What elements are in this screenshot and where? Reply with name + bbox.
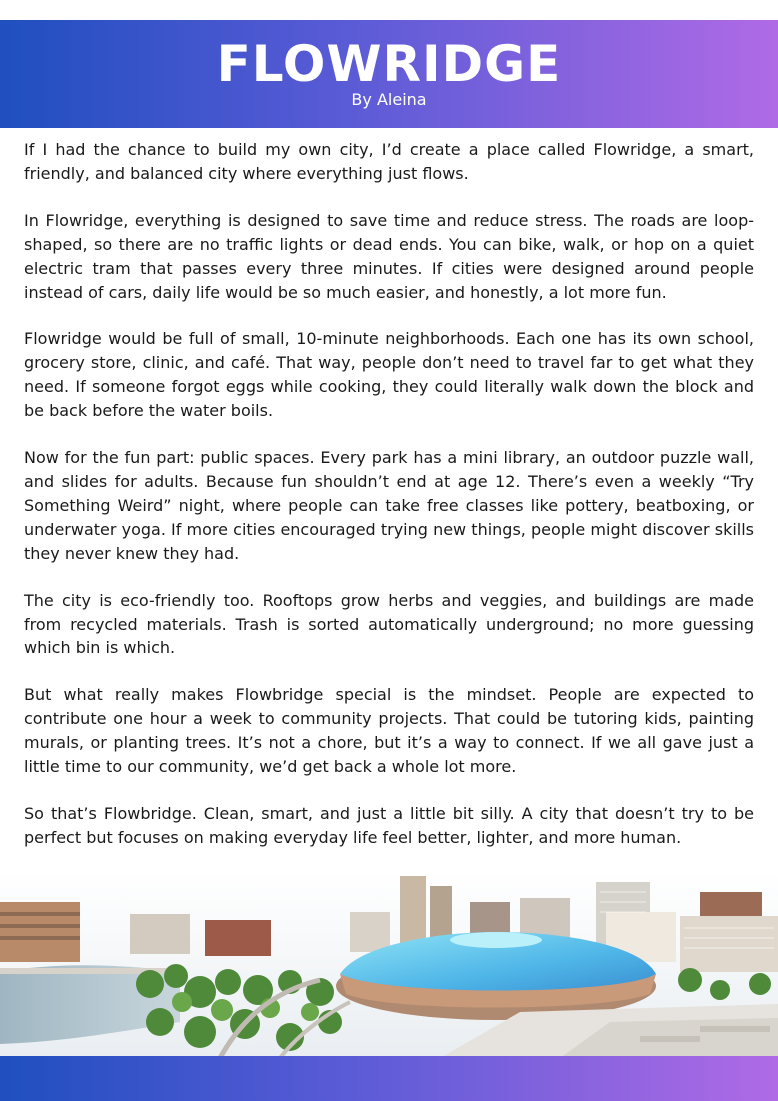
page-title: FLOWRIDGE [216,35,562,93]
city-skyline-illustration [0,872,778,1058]
paragraph-3: Flowridge would be full of small, 10-minute neighborhoods. Each one has its own school, grocery store, clinic, and café. That way, people don’t need to travel far to get what they need. If someone forgot eggs while cooking, they could literally walk down the block and be back before the water boils. [24,329,754,421]
paragraph-7: So that’s Flowbridge. Clean, smart, and just a little bit silly. A city that doesn’t try to be perfect but focuses on making everyday life feel better, lighter, and more human. [24,803,754,847]
paragraph-5: The city is eco-friendly too. Rooftops grow herbs and veggies, and buildings are made from recycled materials. Trash is sorted automatically underground; no more guessing which bin is which. [24,590,754,658]
paragraph-1: If I had the chance to build my own city, I’d create a place called Flowridge, a smart, friendly, and balanced city where everything just flows. [24,140,754,183]
city-skyline-image [0,872,778,1058]
author-byline: By Aleina [351,90,427,109]
article-body [24,138,754,873]
footer-banner [0,1056,778,1101]
paragraph-2: In Flowridge, everything is designed to save time and reduce stress. The roads are loop-shaped, so there are no traffic lights or dead ends. You can bike, walk, or hop on a quiet electric tram that passes every three minutes. If cities were designed around people instead of cars, daily life would be so much easier, and honestly, a lot more fun. [24,210,754,302]
header-banner [0,20,778,128]
paragraph-6: But what really makes Flowbridge special is the mindset. People are expected to contribute one hour a week to community projects. That could be tutoring kids, painting murals, or planting trees. It’s not a chore, but it’s a way to connect. If we all gave just a little time to our community, we’d get back a whole lot more. [24,685,754,777]
paragraph-4: Now for the fun part: public spaces. Every park has a mini library, an outdoor puzzle wall, and slides for adults. Because fun shouldn’t end at age 12. There’s even a weekly “Try Something Weird” night, where people can take free classes like pottery, beatboxing, or underwater yoga. If more cities encouraged trying new things, people might discover skills they never knew they had. [24,448,754,563]
